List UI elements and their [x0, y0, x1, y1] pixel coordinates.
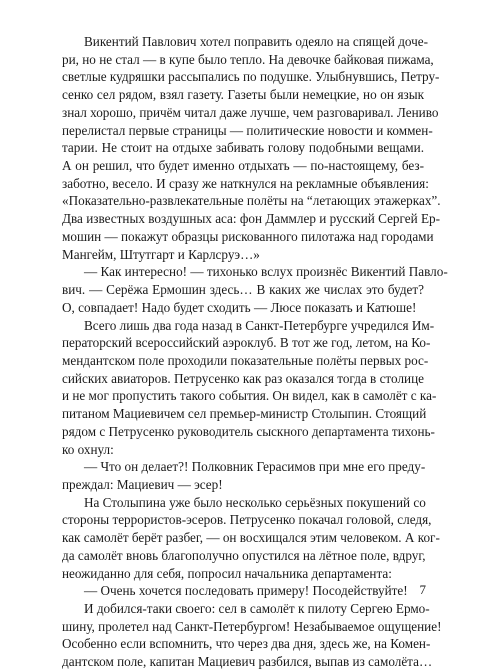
text-line: ри, но не стал — в купе было тепло. На девочке байковая пижама, [62, 51, 434, 67]
page-body-text [62, 33, 448, 671]
text-line: стороны террористов-эсеров. Петрусенко покачал головой, следя, [62, 512, 432, 528]
text-line: питаном Мациевичем сел премьер-министр Столыпин. Стоящий [62, 406, 427, 422]
text-line: знал хорошо, причём читал даже лучше, чем разговаривал. Лениво [62, 104, 439, 120]
text-line: Два известных воздушных аса: фон Даммлер и русский Сергей Ер- [62, 211, 441, 227]
text-line: ператорский всероссийский аэроклуб. В тот же год, летом, на Ко- [62, 335, 431, 351]
text-line: На Столыпина уже было несколько серьёзных покушений со [84, 494, 426, 510]
text-line: «Показательно-развлекательные полёты на “летающих этажерках”. [62, 193, 441, 209]
text-line: неожиданно для себя, попросил начальника департамента: [62, 565, 392, 581]
text-line: О, совпадает! Надо будет сходить — Люсе показать и Катюше! [62, 299, 417, 315]
text-line: мендантском поле проходили показательные полёты первых рос- [62, 352, 429, 368]
text-line: Викентий Павлович хотел поправить одеяло на спящей доче- [84, 34, 429, 49]
text-line: дантском поле, капитан Мациевич разбился, выпав из самолёта… [62, 654, 433, 670]
text-line: и не мог пропустить такого события. Он видел, как в самолёт с ка- [62, 388, 437, 404]
text-line: А он решил, что будет именно отдыхать — по-настоящему, без- [62, 158, 424, 174]
text-line: рядом с Петрусенко руководитель сыскного департамента тихонь- [62, 423, 435, 439]
text-line: Всего лишь два года назад в Санкт-Петербурге учредился Им- [84, 317, 435, 333]
text-line: сийских авиаторов. Петрусенко как раз оказался тогда в столице [62, 370, 424, 386]
text-line: да самолёт вновь благополучно опустился на лётное поле, вдруг, [62, 547, 426, 563]
text-line: Мангейм, Штутгарт и Карлсруэ…» [62, 246, 260, 262]
text-line: И добился-таки своего: сел в самолёт к пилоту Сергею Ермо- [84, 601, 430, 616]
text-line: мошин — покажут образцы рискованного пилотажа над городами [62, 228, 434, 244]
text-line: как самолёт берёт разбег, — он восхищался этим человеком. А ког- [62, 530, 440, 546]
text-line: тарии. Не стоит на отдыхе забивать голову подобными вещами. [62, 140, 424, 156]
text-line: преждал: Мациевич — эсер! [62, 476, 223, 492]
text-line: — Очень хочется последовать примеру! Посодействуйте! [84, 583, 408, 599]
text-line: вич. — Серёжа Ермошин здесь… В каких же числах это будет? [62, 282, 424, 298]
text-line: — Как интересно! — тихонько вслух произнёс Викентий Павло- [84, 264, 448, 280]
text-line: светлые кудряшки рассыпались по подушке. Улыбнувшись, Петру- [62, 69, 440, 85]
page-number: 7 [419, 582, 426, 597]
text-line: — Что он делает?! Полковник Герасимов при мне его преду- [84, 459, 426, 475]
text-line: Особенно если вспомнить, что через два дня, здесь же, на Комен- [62, 636, 431, 652]
text-line: перелистал первые страницы — политические новости и коммен- [62, 122, 433, 138]
text-line: сенко сел рядом, взял газету. Газеты были немецкие, но он язык [62, 87, 424, 103]
text-line: заботно, весело. И сразу же наткнулся на рекламные объявления: [62, 175, 429, 191]
text-line: шину, пролетел над Санкт-Петербургом! Незабываемое ощущение! [62, 618, 442, 634]
text-line: ко охнул: [62, 441, 114, 457]
